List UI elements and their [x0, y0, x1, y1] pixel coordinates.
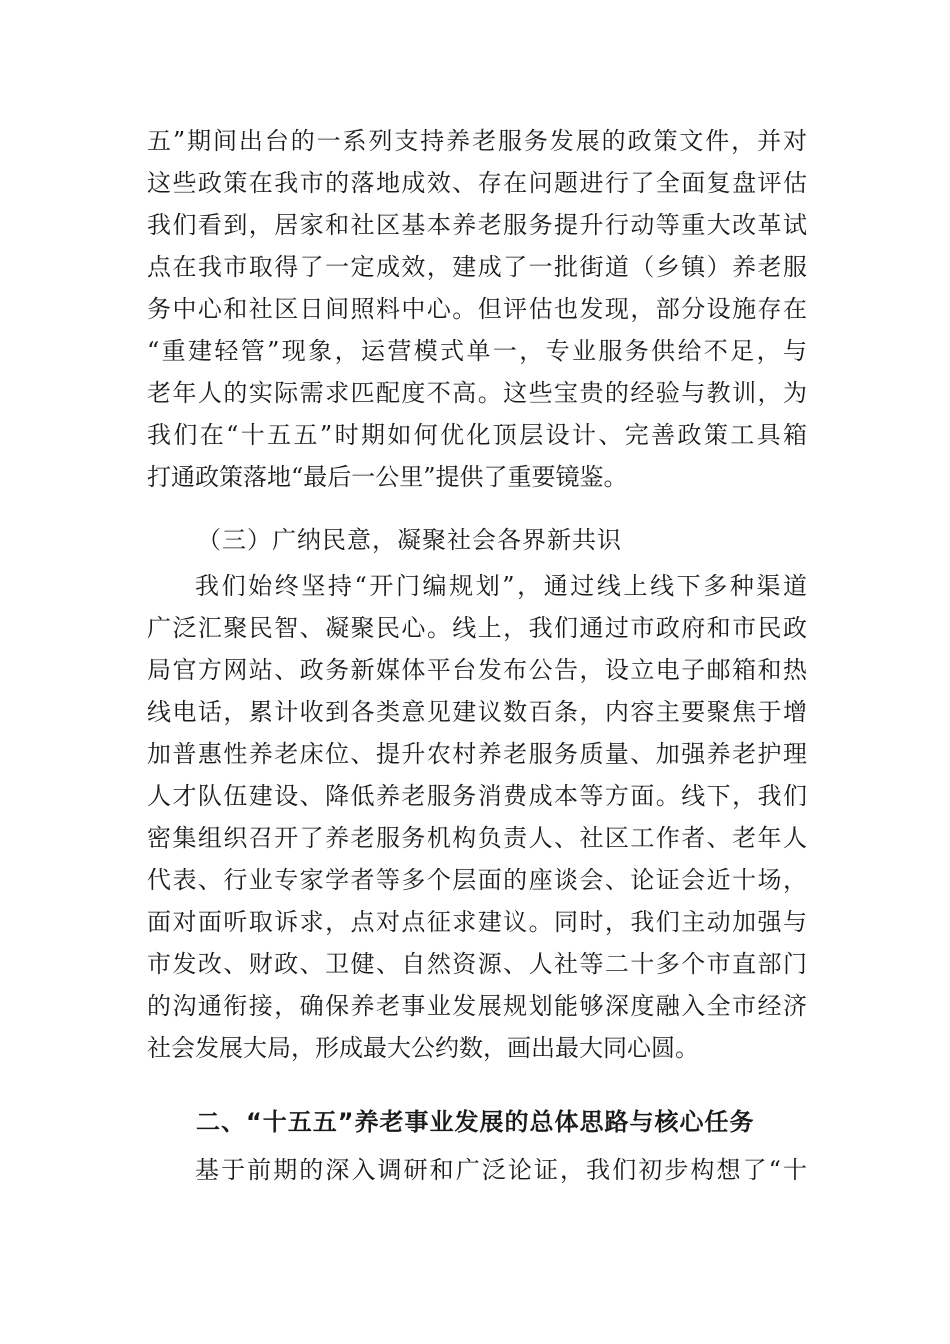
paragraph-line: 代表、行业专家学者等多个层面的座谈会、论证会近十场， — [147, 866, 807, 894]
paragraph-line: 打通政策落地“最后一公里”提供了重要镜鉴。 — [147, 463, 628, 491]
paragraph-line: 我们始终坚持“开门编规划”，通过线上线下多种渠道 — [195, 572, 807, 600]
paragraph-line: 五”期间出台的一系列支持养老服务发展的政策文件，并对 — [147, 127, 807, 155]
paragraph-line: 密集组织召开了养老服务机构负责人、社区工作者、老年人 — [147, 824, 807, 852]
paragraph-line: 点在我市取得了一定成效，建成了一批街道（乡镇）养老服 — [147, 253, 807, 281]
paragraph-line: 局官方网站、政务新媒体平台发布公告，设立电子邮箱和热 — [147, 656, 807, 684]
paragraph-line: 的沟通衔接，确保养老事业发展规划能够深度融入全市经济 — [147, 992, 807, 1020]
paragraph-line: 面对面听取诉求，点对点征求建议。同时，我们主动加强与 — [147, 908, 807, 936]
paragraph-line: “重建轻管”现象，运营模式单一，专业服务供给不足，与 — [147, 337, 807, 365]
paragraph-line: 广泛汇聚民智、凝聚民心。线上，我们通过市政府和市民政 — [147, 614, 807, 642]
paragraph-line: 务中心和社区日间照料中心。但评估也发现，部分设施存在 — [147, 295, 807, 323]
paragraph-line: 这些政策在我市的落地成效、存在问题进行了全面复盘评估 — [147, 169, 807, 197]
paragraph-line: 基于前期的深入调研和广泛论证，我们初步构想了“十 — [195, 1156, 807, 1184]
paragraph-line: 线电话，累计收到各类意见建议数百条，内容主要聚焦于增 — [147, 698, 807, 726]
paragraph-line: 市发改、财政、卫健、自然资源、人社等二十多个市直部门 — [147, 950, 807, 978]
paragraph-line: 我们看到，居家和社区基本养老服务提升行动等重大改革试 — [147, 211, 807, 239]
section-heading: 二、“十五五”养老事业发展的总体思路与核心任务 — [196, 1108, 755, 1136]
paragraph-line: 加普惠性养老床位、提升农村养老服务质量、加强养老护理 — [147, 740, 807, 768]
paragraph-line: 社会发展大局，形成最大公约数，画出最大同心圆。 — [147, 1034, 699, 1062]
paragraph-line: 我们在“十五五”时期如何优化顶层设计、完善政策工具箱 — [147, 421, 807, 449]
subsection-heading: （三）广纳民意，凝聚社会各界新共识 — [197, 526, 622, 554]
paragraph-line: 人才队伍建设、降低养老服务消费成本等方面。线下，我们 — [147, 782, 807, 810]
paragraph-line: 老年人的实际需求匹配度不高。这些宝贵的经验与教训，为 — [147, 379, 807, 407]
